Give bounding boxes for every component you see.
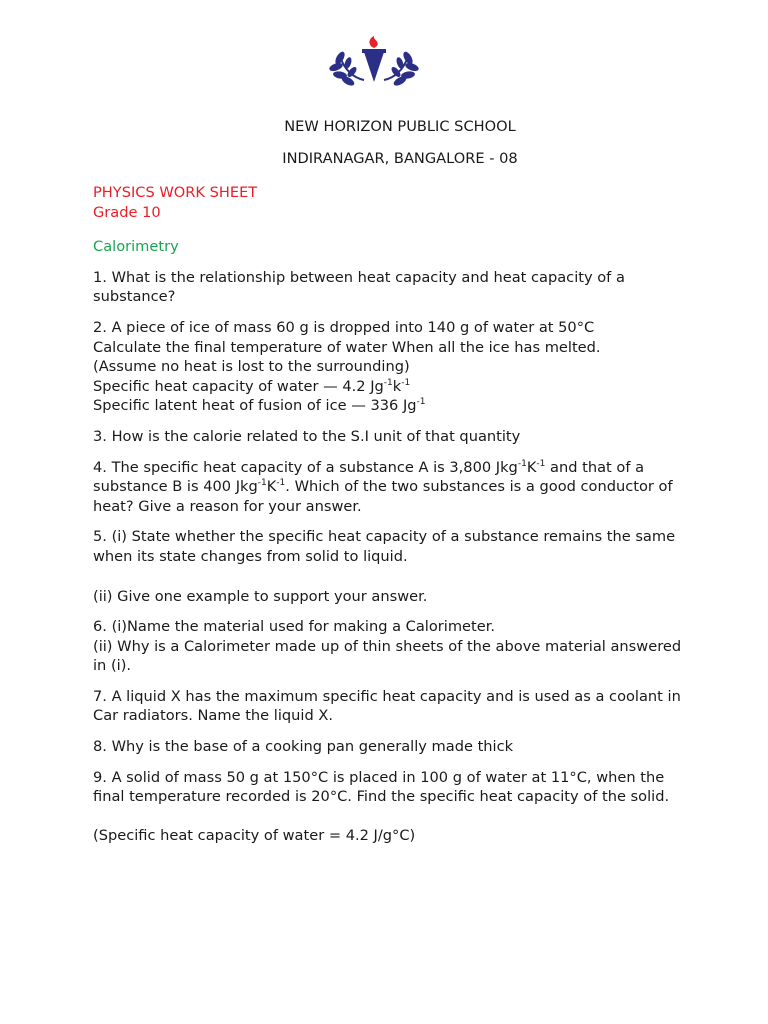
worksheet-title: PHYSICS WORK SHEET [93,184,258,201]
question-9-note: (Specific heat capacity of water = 4.2 J/g°C) [93,826,416,844]
question-2-water-data [93,377,683,397]
superscript: -1 [517,458,527,469]
superscript: -1 [536,458,546,469]
question-6 [93,617,683,676]
topic-heading: Calorimetry [93,238,179,256]
question-8: 8. Why is the base of a cooking pan generally made thick [93,738,514,756]
question-9: 9. A solid of mass 50 g at 150°C is placed in 100 g of water at 11°C, when the final temperature recorded is 20°C. Find the specific heat capacity of the solid. [93,768,670,806]
text: k [392,377,402,395]
question-2-ice-data [93,396,683,416]
school-address: INDIRANAGAR, BANGALORE - 08 [282,150,518,167]
text: 4. The specific heat capacity of a substance A is 3,800 Jkg [93,458,518,476]
question-1: 1. What is the relationship between heat capacity and heat capacity of a substance? [93,268,625,306]
superscript: -1 [257,478,267,489]
text: K [526,458,537,476]
superscript: -1 [276,478,286,489]
superscript: -1 [401,377,411,388]
school-name: NEW HORIZON PUBLIC SCHOOL [284,118,516,135]
text: K [266,478,277,496]
question-5-part-1: 5. (i) State whether the specific heat capacity of a substance remains the same when its state changes from solid to liquid. [93,528,676,565]
question-2-line: 2. A piece of ice of mass 60 g is dropped into 140 g of water at 50°C [93,318,595,336]
worksheet-content [93,183,683,845]
question-5-part-2: (ii) Give one example to support your answer. [93,587,428,605]
superscript: -1 [383,377,393,388]
question-4 [93,458,683,517]
question-2 [93,318,683,416]
question-2-line: (Assume no heat is lost to the surrounding) [93,358,410,376]
question-2-line: Calculate the final temperature of water When all the ice has melted. [93,338,601,356]
text: . Which of the two substances is a good conductor of heat? Give a reason for your answer. [93,478,673,515]
text: Specific latent heat of fusion of ice — 336 Jg [93,397,417,415]
question-6-part-2: (ii) Why is a Calorimeter made up of thin sheets of the above material answered in (i). [93,637,682,675]
question-6-part-1: 6. (i)Name the material used for making a Calorimeter. [93,618,496,636]
text: Specific heat capacity of water — 4.2 Jg [93,377,384,395]
superscript: -1 [416,397,426,408]
question-7: 7. A liquid X has the maximum specific heat capacity and is used as a coolant in Car radiators. Name the liquid X. [93,687,681,725]
text: and that of a substance B is 400 Jkg [93,458,645,496]
school-logo-icon [326,36,422,94]
grade-label: Grade 10 [93,203,161,221]
question-3: 3. How is the calorie related to the S.I unit of that quantity [93,427,521,445]
